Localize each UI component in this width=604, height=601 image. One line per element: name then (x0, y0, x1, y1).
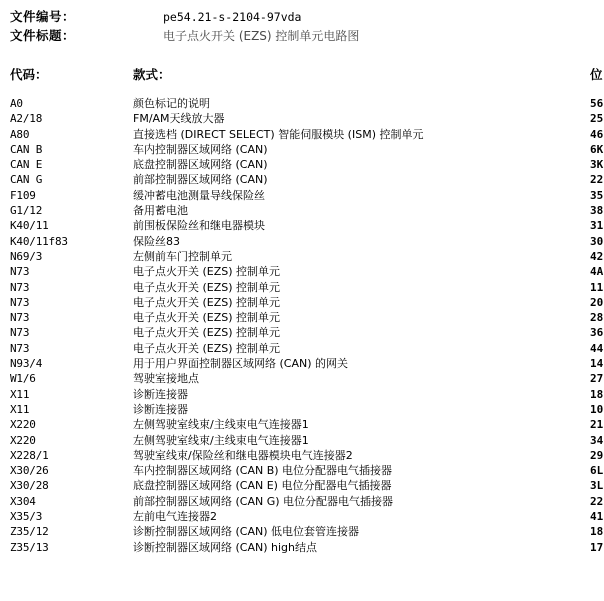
component-description: 电子点火开关 (EZS) 控制单元 (133, 295, 281, 309)
list-item (0, 478, 604, 493)
component-description: 诊断连接器 (133, 402, 188, 416)
column-header-style: 款式： (133, 67, 171, 82)
component-code: N93/4 (10, 357, 43, 371)
component-description: 诊断连接器 (133, 387, 188, 401)
component-description: 底盘控制器区域网络 (CAN) (133, 158, 268, 172)
component-code: X220 (10, 433, 36, 447)
list-item (0, 142, 604, 157)
component-description: 前部控制器区域网络 (CAN) (133, 173, 268, 187)
component-code: X35/3 (10, 510, 43, 524)
component-position: 56 (590, 97, 604, 110)
component-position: 34 (590, 433, 604, 447)
component-position: 29 (590, 448, 604, 462)
list-item (0, 249, 604, 264)
component-code: N73 (10, 265, 30, 279)
component-position: 21 (590, 418, 604, 432)
list-item (0, 188, 604, 203)
component-code: X11 (10, 387, 30, 401)
list-item (0, 341, 604, 356)
list-item (0, 417, 604, 432)
component-description: 车内控制器区域网络 (CAN B) 电位分配器电气插接器 (133, 464, 393, 478)
component-position: 18 (590, 387, 604, 401)
list-item (0, 280, 604, 295)
component-code: X30/28 (10, 479, 49, 493)
component-code: F109 (10, 188, 36, 202)
component-position: 4A (590, 265, 604, 279)
component-position: 30 (590, 234, 604, 248)
component-description: 驾驶室接地点 (133, 372, 199, 386)
list-item (0, 218, 604, 233)
component-code: G1/12 (10, 204, 43, 218)
component-description: 前部控制器区域网络 (CAN G) 电位分配器电气插接器 (133, 494, 394, 508)
list-item (0, 127, 604, 142)
component-code: W1/6 (10, 372, 36, 386)
list-item (0, 524, 604, 539)
component-description: 左侧驾驶室线束/主线束电气连接器1 (133, 418, 309, 432)
doc-number-label: 文件编号： (10, 9, 76, 24)
component-code: N73 (10, 311, 30, 325)
component-code: N73 (10, 280, 30, 294)
component-code: X11 (10, 402, 30, 416)
component-position: 10 (590, 402, 604, 416)
component-code: X220 (10, 418, 36, 432)
component-description: 驾驶室线束/保险丝和继电器模块电气连接器2 (133, 448, 353, 462)
component-position: 17 (590, 540, 604, 554)
component-list (0, 96, 604, 555)
component-description: 缓冲蓄电池测量导线保险丝 (133, 188, 265, 202)
component-position: 46 (590, 127, 604, 141)
component-description: 备用蓄电池 (133, 204, 188, 218)
list-item (0, 494, 604, 509)
column-header-position: 位 (590, 67, 603, 82)
component-code: N73 (10, 295, 30, 309)
component-code: X30/26 (10, 464, 49, 478)
list-item (0, 325, 604, 340)
component-code: CAN G (10, 173, 43, 187)
component-position: 3K (590, 158, 604, 172)
list-item (0, 540, 604, 555)
component-description: 电子点火开关 (EZS) 控制单元 (133, 326, 281, 340)
component-position: 36 (590, 326, 604, 340)
list-item (0, 157, 604, 172)
component-description: 左前电气连接器2 (133, 510, 217, 524)
component-code: Z35/12 (10, 525, 49, 539)
list-item (0, 509, 604, 524)
component-code: Z35/13 (10, 540, 49, 554)
list-item (0, 111, 604, 126)
component-position: 22 (590, 494, 604, 508)
component-position: 20 (590, 295, 604, 309)
list-item (0, 234, 604, 249)
list-item (0, 310, 604, 325)
component-description: FM/AM天线放大器 (133, 112, 225, 126)
component-description: 前围板保险丝和继电器模块 (133, 219, 265, 233)
component-position: 44 (590, 341, 604, 355)
component-position: 35 (590, 188, 604, 202)
component-description: 电子点火开关 (EZS) 控制单元 (133, 311, 281, 325)
component-code: K40/11f83 (10, 234, 68, 248)
component-position: 3L (590, 479, 604, 493)
component-description: 保险丝83 (133, 234, 180, 248)
component-code: CAN B (10, 142, 43, 156)
list-item (0, 203, 604, 218)
component-position: 6K (590, 142, 604, 156)
doc-number-value: pe54.21-s-2104-97vda (163, 10, 302, 24)
component-description: 底盘控制器区域网络 (CAN E) 电位分配器电气插接器 (133, 479, 392, 493)
component-code: K40/11 (10, 219, 49, 233)
component-description: 车内控制器区域网络 (CAN) (133, 142, 268, 156)
component-code: X304 (10, 494, 36, 508)
component-position: 38 (590, 204, 604, 218)
list-item (0, 172, 604, 187)
component-position: 22 (590, 173, 604, 187)
component-position: 18 (590, 525, 604, 539)
component-position: 27 (590, 372, 604, 386)
component-description: 诊断控制器区域网络 (CAN) 低电位套管连接器 (133, 525, 360, 539)
list-item (0, 96, 604, 111)
component-description: 左侧驾驶室线束/主线束电气连接器1 (133, 433, 309, 447)
list-item (0, 264, 604, 279)
component-position: 28 (590, 311, 604, 325)
list-item (0, 402, 604, 417)
list-item (0, 387, 604, 402)
component-code: CAN E (10, 158, 43, 172)
list-item (0, 356, 604, 371)
doc-title-label: 文件标题： (10, 28, 76, 43)
list-item (0, 433, 604, 448)
list-item (0, 463, 604, 478)
doc-title-value: 电子点火开关 (EZS) 控制单元电路图 (163, 29, 360, 43)
component-code: A80 (10, 127, 30, 141)
component-description: 电子点火开关 (EZS) 控制单元 (133, 265, 281, 279)
component-position: 14 (590, 357, 604, 371)
component-position: 25 (590, 112, 604, 126)
component-code: A2/18 (10, 112, 43, 126)
component-position: 6L (590, 464, 604, 478)
component-description: 直接选档 (DIRECT SELECT) 智能伺服模块 (ISM) 控制单元 (133, 127, 424, 141)
component-description: 左侧前车门控制单元 (133, 249, 232, 263)
component-description: 诊断控制器区域网络 (CAN) high结点 (133, 540, 317, 554)
component-position: 31 (590, 219, 604, 233)
component-description: 用于用户界面控制器区域网络 (CAN) 的网关 (133, 357, 349, 371)
component-code: N73 (10, 341, 30, 355)
column-header-code: 代码： (10, 67, 48, 82)
component-position: 41 (590, 510, 604, 524)
list-item (0, 371, 604, 386)
component-code: A0 (10, 97, 23, 110)
component-position: 11 (590, 280, 604, 294)
component-code: N69/3 (10, 249, 43, 263)
list-item (0, 448, 604, 463)
component-code: X228/1 (10, 448, 49, 462)
list-item (0, 295, 604, 310)
component-description: 电子点火开关 (EZS) 控制单元 (133, 341, 281, 355)
component-code: N73 (10, 326, 30, 340)
component-position: 42 (590, 249, 604, 263)
component-description: 颜色标记的说明 (133, 97, 210, 110)
component-description: 电子点火开关 (EZS) 控制单元 (133, 280, 281, 294)
